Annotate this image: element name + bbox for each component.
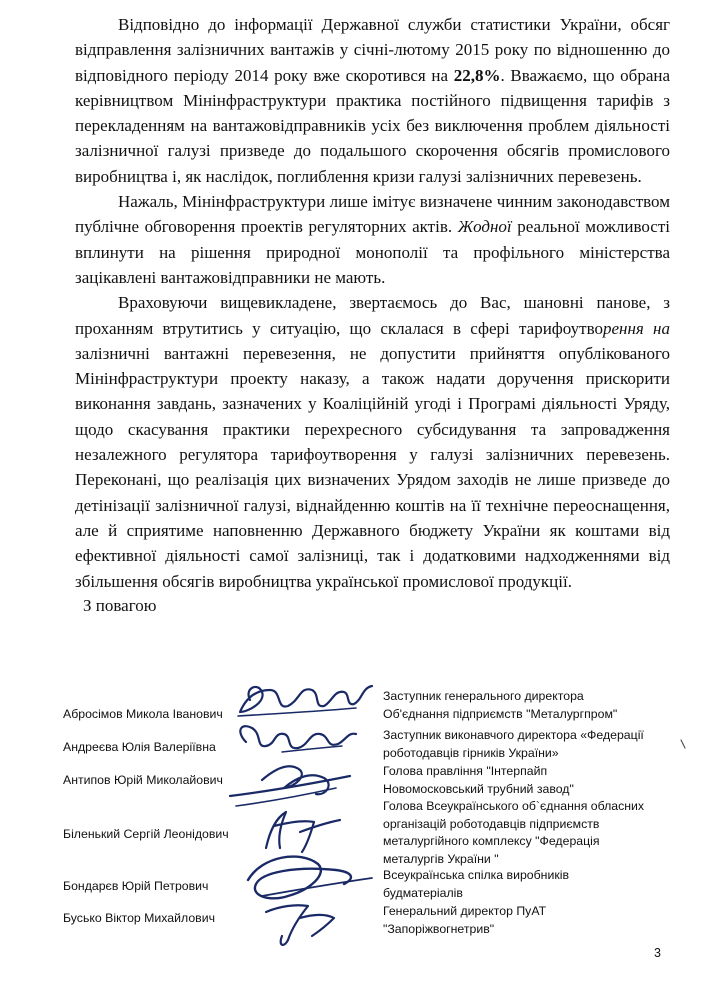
signatory-name: Бондарєв Юрій Петрович: [63, 879, 209, 893]
signature-6: [266, 905, 334, 945]
signatory-position: Голова правління "Інтерпайп Новомосковський трубний завод": [383, 764, 574, 796]
page-number: 3: [654, 946, 661, 960]
signatory-position: Голова Всеукраїнського об`єднання обласних організацій роботодавців підприємств металургійного комплексу "Федерація металургів України ": [383, 799, 645, 866]
signatory-name: Андреєва Юлія Валеріївна: [63, 740, 216, 754]
signatory-name: Біленький Сергій Леонідович: [63, 827, 229, 841]
signatory-position: Заступник виконавчого директора «Федерації роботодавців гірників України»: [383, 728, 644, 760]
paragraph-request: Враховуючи вищевикладене, звертаємось до Вас, шановні панове, з проханням втрутитись у ситуацію, що склалася в сфері тарифоутворення на залізничні вантажні перевезення, не допустити прийняття опублікованого Мінінфраструктури проекту наказу, а також надати доручення прискорити виконання завдань, зазначених у Коаліційній угоді і Програмі діяльності Уряду, щодо скасування практики перехресного субсидування та запровадження незалежного регулятора тарифоутворення у галузі залізничних перевезень. Переконані, що реалізація цих визначених Урядом заходів не лише призведе до детінізації залізничної галузі, віднайденню коштів на її технічне переоснащення, але й сприятиме наповненню Державного бюджету України як коштами від ефективної діяльності самої залізниці, так і додатковими надходженнями від збільшення обсягів виробництва української промислової продукції.: [75, 293, 670, 591]
paragraph-statistics: Відповідно до інформації Державної служби статистики України, обсяг відправлення залізничних вантажів у січні-лютому 2015 року по відношенню до відповідного періоду 2014 року вже скоротився на 22,8%. Вважаємо, що обрана керівництвом Мінінфраструктури практика постійного підвищення тарифів з перекладенням на вантажовідправників усіх без виключення проблем діяльності залізничної галузі призведе до подальшого скорочення обсягів промислового виробництва і, як наслідок, поглиблення кризи галузі залізничних перевезень.: [75, 15, 671, 186]
decline-percent: 22,8%: [453, 65, 501, 85]
signatory-name: Абросімов Микола Іванович: [63, 707, 223, 721]
signatory-position: Заступник генерального директора Об'єднання підприємств "Металургпром": [383, 689, 618, 721]
signature-5: [248, 857, 351, 899]
signatory-position: Генеральний директор ПуАТ "Запоріжвогнетрив": [383, 904, 547, 936]
signature-1: [240, 686, 372, 712]
signature-2: [240, 726, 356, 748]
closing-regards: З повагою: [83, 596, 157, 615]
paragraph-public-discussion: Нажаль, Мінінфраструктури лише імітує визначене чинним законодавством публічне обговорення проектів регуляторних актів. Жодної реальної можливості вплинути на рішення природної монополії та профільного міністерства зацікавлені вантажовідправники не мають.: [75, 192, 671, 287]
signature-4: [266, 812, 340, 852]
signature-3: [230, 766, 350, 796]
signatory-name: Бусько Віктор Михайлович: [63, 911, 215, 925]
signatory-position: Всеукраїнська спілка виробників будматеріалів: [383, 868, 569, 900]
emphasis-none: Жодної: [457, 217, 512, 237]
letter-body: [75, 12, 670, 594]
signatory-name: Антипов Юрій Миколайович: [63, 773, 223, 787]
